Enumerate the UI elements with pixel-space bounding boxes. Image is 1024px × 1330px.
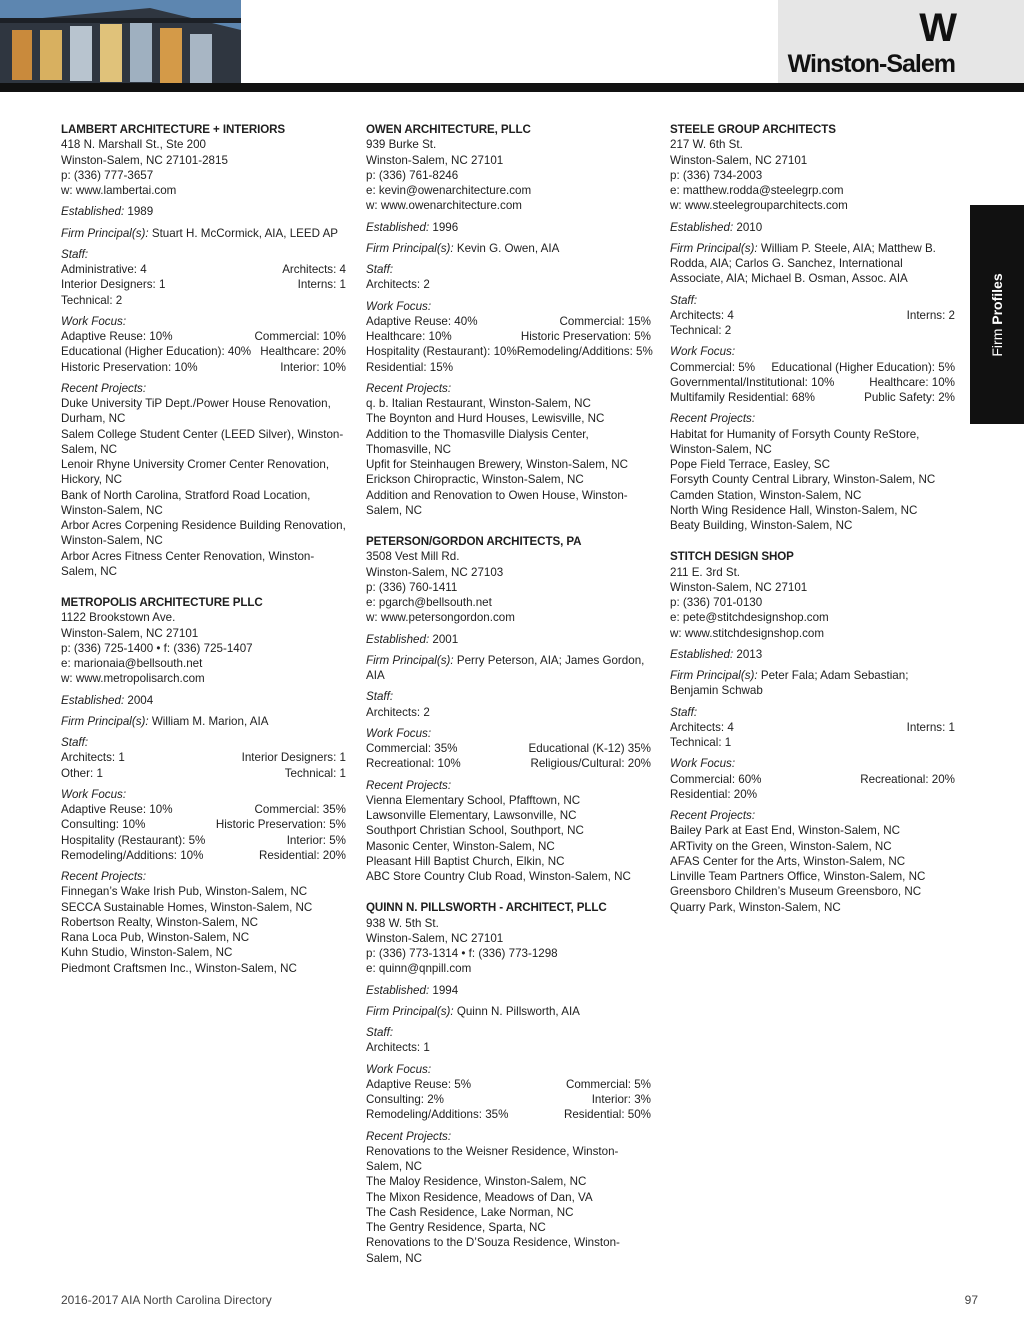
work-focus-row <box>366 741 651 756</box>
work-focus-item: Interior: 5% <box>286 833 346 847</box>
contact-line: Winston-Salem, NC 27101 <box>670 580 808 594</box>
principal-label: Firm Principal(s): <box>366 653 454 667</box>
project-item: Kuhn Studio, Winston-Salem, NC <box>61 946 233 960</box>
staff-label: Staff: <box>366 263 394 276</box>
contact-line: 217 W. 6th St. <box>670 138 743 152</box>
work-focus-label: Work Focus: <box>366 299 432 313</box>
project-item: Finnegan’s Wake Irish Pub, Winston-Salem, NC <box>61 885 308 899</box>
project-item: AFAS Center for the Arts, Winston-Salem, NC <box>670 854 906 868</box>
work-focus-item: Residential: 20% <box>258 848 346 862</box>
principal-label: Firm Principal(s): <box>61 714 149 728</box>
firm-name: PETERSON/GORDON ARCHITECTS, PA <box>366 535 582 548</box>
firm-profiles-tab <box>970 205 1024 424</box>
side-tab-bold: Profiles <box>989 272 1005 325</box>
established <box>670 647 955 662</box>
staff-label: Staff: <box>61 247 89 261</box>
firm-principals <box>61 714 346 729</box>
established-label: Established: <box>61 693 125 707</box>
principal-label: Firm Principal(s): <box>366 1004 454 1018</box>
project-item: Camden Station, Winston-Salem, NC <box>670 488 862 502</box>
project-item: Linville Team Partners Office, Winston-Salem, NC <box>670 870 926 883</box>
project-item: The Boynton and Hurd Houses, Lewisville, NC <box>366 412 605 426</box>
established-year: 1989 <box>127 205 154 219</box>
work-focus-item: Hospitality (Restaurant): 5% <box>61 833 206 847</box>
work-focus-item: Commercial: 60% <box>670 772 762 786</box>
principal-label: Firm Principal(s): <box>366 241 454 255</box>
staff-label: Staff: <box>366 1026 394 1039</box>
work-focus-label: Work Focus: <box>670 757 736 771</box>
contact-line: Winston-Salem, NC 27101 <box>61 626 199 640</box>
column-3 <box>670 122 955 931</box>
recent-projects-label: Recent Projects: <box>670 412 756 426</box>
established-year: 1996 <box>432 220 459 234</box>
firm-profile <box>61 122 346 579</box>
established <box>366 983 651 998</box>
section-city: Winston-Salem <box>787 50 955 78</box>
staff-row <box>670 323 955 338</box>
work-focus-label: Work Focus: <box>61 787 127 801</box>
contact-line: p: (336) 761-8246 <box>366 168 459 182</box>
contact-line: w: www.stitchdesignshop.com <box>670 626 825 640</box>
staff-row <box>366 1040 651 1055</box>
staff-item: Interns: 1 <box>297 278 346 292</box>
recent-projects-label: Recent Projects: <box>366 381 452 395</box>
work-focus-row <box>670 787 955 802</box>
work-focus-item: Adaptive Reuse: 10% <box>61 330 173 343</box>
contact-line: 939 Burke St. <box>366 138 437 152</box>
contact-line: 211 E. 3rd St. <box>670 565 741 579</box>
staff-row <box>670 735 955 750</box>
work-focus-row <box>366 344 651 359</box>
staff-row <box>61 277 346 292</box>
staff-item: Technical: 1 <box>670 736 732 749</box>
work-focus-row <box>366 360 651 375</box>
staff-row <box>61 766 346 781</box>
contact-line: p: (336) 760-1411 <box>366 580 458 594</box>
staff-item: Interior Designers: 1 <box>61 278 166 292</box>
established-label: Established: <box>670 647 734 661</box>
established-year: 2013 <box>736 647 763 661</box>
staff-row <box>61 750 346 765</box>
work-focus-item: Residential: 50% <box>563 1108 651 1122</box>
firm-name: STITCH DESIGN SHOP <box>670 550 794 564</box>
staff-item: Other: 1 <box>61 766 103 780</box>
firm-principals <box>366 1004 651 1019</box>
project-item: Addition and Renovation to Owen House, Winston-Salem, NC <box>366 488 628 517</box>
work-focus-item: Historic Preservation: 5% <box>215 818 346 832</box>
work-focus-item: Interior: 3% <box>591 1093 651 1106</box>
project-item: Greensboro Children’s Museum Greensboro, NC <box>670 885 922 899</box>
project-item: The Cash Residence, Lake Norman, NC <box>366 1205 574 1219</box>
project-item: Lawsonville Elementary, Lawsonville, NC <box>366 809 577 822</box>
established-label: Established: <box>366 983 430 997</box>
established-label: Established: <box>366 220 430 234</box>
work-focus-label: Work Focus: <box>61 314 127 328</box>
contact-line: Winston-Salem, NC 27101 <box>366 153 504 167</box>
project-item: Rana Loca Pub, Winston-Salem, NC <box>61 931 250 944</box>
firm-profile <box>670 122 955 533</box>
staff-item: Interior Designers: 1 <box>241 751 346 765</box>
project-item: Renovations to the D’Souza Residence, Winston-Salem, NC <box>366 1236 620 1265</box>
work-focus-item: Historic Preservation: 10% <box>61 360 198 374</box>
project-item: Southport Christian School, Southport, NC <box>366 824 584 838</box>
work-focus-item: Governmental/Institutional: 10% <box>670 375 835 389</box>
staff-row <box>61 262 346 277</box>
contact-line: Winston-Salem, NC 27101-2815 <box>61 153 228 167</box>
established-label: Established: <box>366 632 430 646</box>
work-focus-item: Commercial: 35% <box>254 803 346 816</box>
work-focus-row <box>670 360 955 375</box>
firm-name: QUINN N. PILLSWORTH - ARCHITECT, PLLC <box>366 901 607 915</box>
recent-projects-label: Recent Projects: <box>61 870 147 883</box>
work-focus-item: Historic Preservation: 5% <box>520 330 651 343</box>
contact-line: 3508 Vest Mill Rd. <box>366 550 460 564</box>
contact-line: Winston-Salem, NC 27101 <box>670 153 808 167</box>
project-item: Lenoir Rhyne University Cromer Center Renovation, Hickory, NC <box>61 458 330 487</box>
contact-line: w: www.metropolisarch.com <box>61 672 205 686</box>
work-focus-row <box>670 390 955 405</box>
staff-label: Staff: <box>670 705 698 719</box>
work-focus-item: Recreational: 20% <box>860 772 955 786</box>
contact-line: Winston-Salem, NC 27103 <box>366 565 504 579</box>
staff-label: Staff: <box>670 293 698 307</box>
work-focus-row <box>366 1092 651 1107</box>
staff-item: Interns: 1 <box>906 720 955 734</box>
project-item: The Maloy Residence, Winston-Salem, NC <box>366 1175 587 1189</box>
staff-item: Architects: 4 <box>670 720 734 734</box>
contact-line: e: kevin@owenarchitecture.com <box>366 184 532 197</box>
project-item: Arbor Acres Fitness Center Renovation, Winston-Salem, NC <box>61 549 315 578</box>
staff-row <box>366 705 651 720</box>
staff-item: Technical: 1 <box>284 766 346 780</box>
contact-line: w: www.lambertai.com <box>61 184 177 197</box>
principal-names: William P. Steele, AIA; Matthew B. Rodda, AIA; Carlos G. Sanchez, International Associate, AIA; Michael B. Osman, Assoc. AIA <box>670 241 936 286</box>
project-item: Vienna Elementary School, Pfafftown, NC <box>366 793 581 807</box>
work-focus-row <box>61 817 346 832</box>
firm-principals <box>366 241 651 256</box>
firm-profile <box>366 534 651 884</box>
work-focus-item: Healthcare: 10% <box>869 375 955 389</box>
work-focus-row <box>366 329 651 344</box>
project-item: Piedmont Craftsmen Inc., Winston-Salem, NC <box>61 961 297 975</box>
contact-line: 418 N. Marshall St., Ste 200 <box>61 138 206 152</box>
contact-line: w: www.owenarchitecture.com <box>366 199 522 213</box>
work-focus-row <box>61 329 346 344</box>
work-focus-item: Recreational: 10% <box>366 757 461 771</box>
contact-line: p: (336) 773-1314 • f: (336) 773-1298 <box>366 947 558 960</box>
building-illustration <box>0 0 241 84</box>
project-item: Duke University TiP Dept./Power House Renovation, Durham, NC <box>61 397 331 426</box>
work-focus-item: Commercial: 10% <box>254 330 346 343</box>
firm-name: OWEN ARCHITECTURE, PLLC <box>366 123 531 136</box>
work-focus-item: Adaptive Reuse: 40% <box>366 314 478 328</box>
work-focus-row <box>670 375 955 390</box>
principal-label: Firm Principal(s): <box>61 226 149 240</box>
principal-names: Perry Peterson, AIA; James Gordon, AIA <box>366 653 645 682</box>
work-focus-item: Healthcare: 20% <box>260 345 346 359</box>
contact-line: w: www.petersongordon.com <box>366 611 515 625</box>
project-item: Erickson Chiropractic, Winston-Salem, NC <box>366 473 584 487</box>
work-focus-item: Residential: 20% <box>670 787 758 801</box>
work-focus-row <box>670 772 955 787</box>
firm-name: STEELE GROUP ARCHITECTS <box>670 123 836 136</box>
staff-item: Architects: 2 <box>366 278 430 292</box>
staff-label: Staff: <box>366 690 394 704</box>
contact-line: p: (336) 725-1400 • f: (336) 725-1407 <box>61 641 253 655</box>
work-focus-item: Commercial: 5% <box>670 360 756 374</box>
project-item: ABC Store Country Club Road, Winston-Salem, NC <box>366 870 631 883</box>
staff-item: Technical: 2 <box>670 324 732 337</box>
established <box>366 220 651 235</box>
project-item: SECCA Sustainable Homes, Winston-Salem, NC <box>61 900 313 914</box>
header-building-photo <box>0 0 241 84</box>
established-year: 2010 <box>736 220 763 234</box>
staff-item: Architects: 1 <box>61 751 125 765</box>
project-item: Bailey Park at East End, Winston-Salem, NC <box>670 824 901 838</box>
contact-line: e: pete@stitchdesignshop.com <box>670 611 829 625</box>
principal-names: William M. Marion, AIA <box>151 714 269 728</box>
staff-item: Architects: 4 <box>670 308 734 322</box>
work-focus-item: Residential: 15% <box>366 360 454 374</box>
project-item: The Mixon Residence, Meadows of Dan, VA <box>366 1190 593 1204</box>
project-item: Pleasant Hill Baptist Church, Elkin, NC <box>366 854 565 868</box>
principal-names: Stuart H. McCormick, AIA, LEED AP <box>151 226 339 240</box>
established-year: 2001 <box>432 632 459 646</box>
work-focus-item: Public Safety: 2% <box>864 391 955 404</box>
work-focus-item: Interior: 10% <box>280 360 346 374</box>
section-header-box <box>778 0 1024 83</box>
established-year: 1994 <box>432 983 459 997</box>
work-focus-row <box>61 848 346 863</box>
contact-line: 938 W. 5th St. <box>366 916 439 930</box>
staff-item: Architects: 4 <box>282 263 346 276</box>
column-2 <box>366 122 651 1282</box>
firm-name: LAMBERT ARCHITECTURE + INTERIORS <box>61 123 286 136</box>
recent-projects-label: Recent Projects: <box>366 1129 452 1143</box>
contact-line: Winston-Salem, NC 27101 <box>366 931 504 945</box>
work-focus-row <box>366 314 651 329</box>
recent-projects-label: Recent Projects: <box>61 381 147 395</box>
established-label: Established: <box>670 220 734 234</box>
section-letter: W <box>919 6 956 50</box>
staff-row <box>61 293 346 308</box>
work-focus-label: Work Focus: <box>366 1062 432 1076</box>
principal-label: Firm Principal(s): <box>670 669 758 682</box>
firm-profile <box>61 595 346 976</box>
contact-line: e: matthew.rodda@steelegrp.com <box>670 184 844 197</box>
recent-projects-label: Recent Projects: <box>366 778 452 792</box>
project-item: Quarry Park, Winston-Salem, NC <box>670 900 841 914</box>
established <box>670 220 955 235</box>
established <box>61 693 346 708</box>
work-focus-item: Consulting: 2% <box>366 1093 444 1106</box>
work-focus-item: Healthcare: 10% <box>366 330 452 343</box>
project-item: Pope Field Terrace, Easley, SC <box>670 458 831 471</box>
principal-label: Firm Principal(s): <box>670 241 758 255</box>
project-item: Masonic Center, Winston-Salem, NC <box>366 839 555 853</box>
footer-directory-title: 2016-2017 AIA North Carolina Directory <box>61 1293 272 1307</box>
work-focus-item: Religious/Cultural: 20% <box>530 757 651 771</box>
staff-row <box>670 720 955 735</box>
work-focus-label: Work Focus: <box>670 345 736 359</box>
project-item: Robertson Realty, Winston-Salem, NC <box>61 915 258 929</box>
firm-profile <box>366 122 651 518</box>
work-focus-item: Remodeling/Additions: 35% <box>366 1108 509 1122</box>
contact-line: e: marionaia@bellsouth.net <box>61 657 203 670</box>
work-focus-item: Remodeling/Additions: 10% <box>61 848 204 862</box>
project-item: Habitat for Humanity of Forsyth County ReStore, Winston-Salem, NC <box>670 427 920 456</box>
work-focus-row <box>61 360 346 375</box>
contact-line: 1122 Brookstown Ave. <box>61 611 176 625</box>
work-focus-row <box>366 1077 651 1092</box>
staff-item: Architects: 1 <box>366 1041 430 1055</box>
work-focus-item: Hospitality (Restaurant): 10% <box>366 345 517 359</box>
staff-label: Staff: <box>61 736 89 749</box>
header-rule <box>0 83 1024 92</box>
work-focus-row <box>366 756 651 771</box>
firm-principals <box>366 653 651 684</box>
project-item: Bank of North Carolina, Stratford Road Location, Winston-Salem, NC <box>61 488 311 517</box>
contact-line: p: (336) 701-0130 <box>670 596 763 609</box>
work-focus-item: Adaptive Reuse: 10% <box>61 803 173 816</box>
firm-profile <box>670 549 955 915</box>
work-focus-row <box>61 344 346 359</box>
work-focus-item: Commercial: 35% <box>366 742 458 755</box>
firm-profile <box>366 900 651 1266</box>
project-item: Arbor Acres Corpening Residence Building Renovation, Winston-Salem, NC <box>61 519 346 548</box>
principal-names: Kevin G. Owen, AIA <box>456 241 560 255</box>
staff-row <box>366 277 651 292</box>
established-year: 2004 <box>127 693 154 707</box>
work-focus-item: Commercial: 15% <box>559 314 651 328</box>
established-label: Established: <box>61 205 125 219</box>
work-focus-item: Educational (Higher Education): 40% <box>61 345 252 359</box>
staff-item: Architects: 2 <box>366 705 430 719</box>
principal-names: Peter Fala; Adam Sebastian; Benjamin Schwab <box>670 669 909 698</box>
side-tab-light: Firm <box>989 328 1005 357</box>
work-focus-item: Remodeling/Additions: 5% <box>516 345 653 359</box>
work-focus-row <box>61 802 346 817</box>
work-focus-row <box>366 1107 651 1122</box>
project-item: Salem College Student Center (LEED Silver), Winston-Salem, NC <box>61 427 344 456</box>
firm-principals <box>670 668 955 699</box>
project-item: The Gentry Residence, Sparta, NC <box>366 1221 546 1234</box>
work-focus-label: Work Focus: <box>366 726 432 740</box>
column-1 <box>61 122 346 992</box>
staff-item: Technical: 2 <box>61 293 123 307</box>
firm-principals <box>670 241 955 287</box>
work-focus-item: Educational (K-12) 35% <box>528 742 651 755</box>
established <box>61 204 346 219</box>
page-number: 97 <box>964 1293 978 1307</box>
contact-line: p: (336) 734-2003 <box>670 168 763 182</box>
project-item: Forsyth County Central Library, Winston-Salem, NC <box>670 473 936 487</box>
work-focus-item: Educational (Higher Education): 5% <box>771 360 955 374</box>
contact-line: w: www.steelegrouparchitects.com <box>670 199 848 213</box>
staff-row <box>670 308 955 323</box>
project-item: Upfit for Steinhaugen Brewery, Winston-Salem, NC <box>366 458 629 471</box>
project-item: ARTivity on the Green, Winston-Salem, NC <box>670 839 892 853</box>
project-item: Beaty Building, Winston-Salem, NC <box>670 519 853 532</box>
work-focus-row <box>61 833 346 848</box>
principal-names: Quinn N. Pillsworth, AIA <box>456 1004 580 1018</box>
work-focus-item: Consulting: 10% <box>61 818 146 832</box>
project-item: Renovations to the Weisner Residence, Winston-Salem, NC <box>366 1144 619 1173</box>
work-focus-item: Adaptive Reuse: 5% <box>366 1077 472 1091</box>
contact-line: p: (336) 777-3657 <box>61 168 154 182</box>
project-item: q. b. Italian Restaurant, Winston-Salem, NC <box>366 397 591 410</box>
work-focus-item: Commercial: 5% <box>565 1077 651 1091</box>
project-item: North Wing Residence Hall, Winston-Salem, NC <box>670 503 918 517</box>
established <box>366 632 651 647</box>
staff-item: Administrative: 4 <box>61 263 147 276</box>
contact-line: e: quinn@qnpill.com <box>366 962 472 976</box>
firm-principals <box>61 226 346 241</box>
recent-projects-label: Recent Projects: <box>670 809 756 822</box>
staff-item: Interns: 2 <box>906 308 955 322</box>
work-focus-item: Multifamily Residential: 68% <box>670 391 815 404</box>
contact-line: e: pgarch@bellsouth.net <box>366 596 492 609</box>
firm-name: METROPOLIS ARCHITECTURE PLLC <box>61 596 263 609</box>
project-item: Addition to the Thomasville Dialysis Center, Thomasville, NC <box>366 427 589 456</box>
